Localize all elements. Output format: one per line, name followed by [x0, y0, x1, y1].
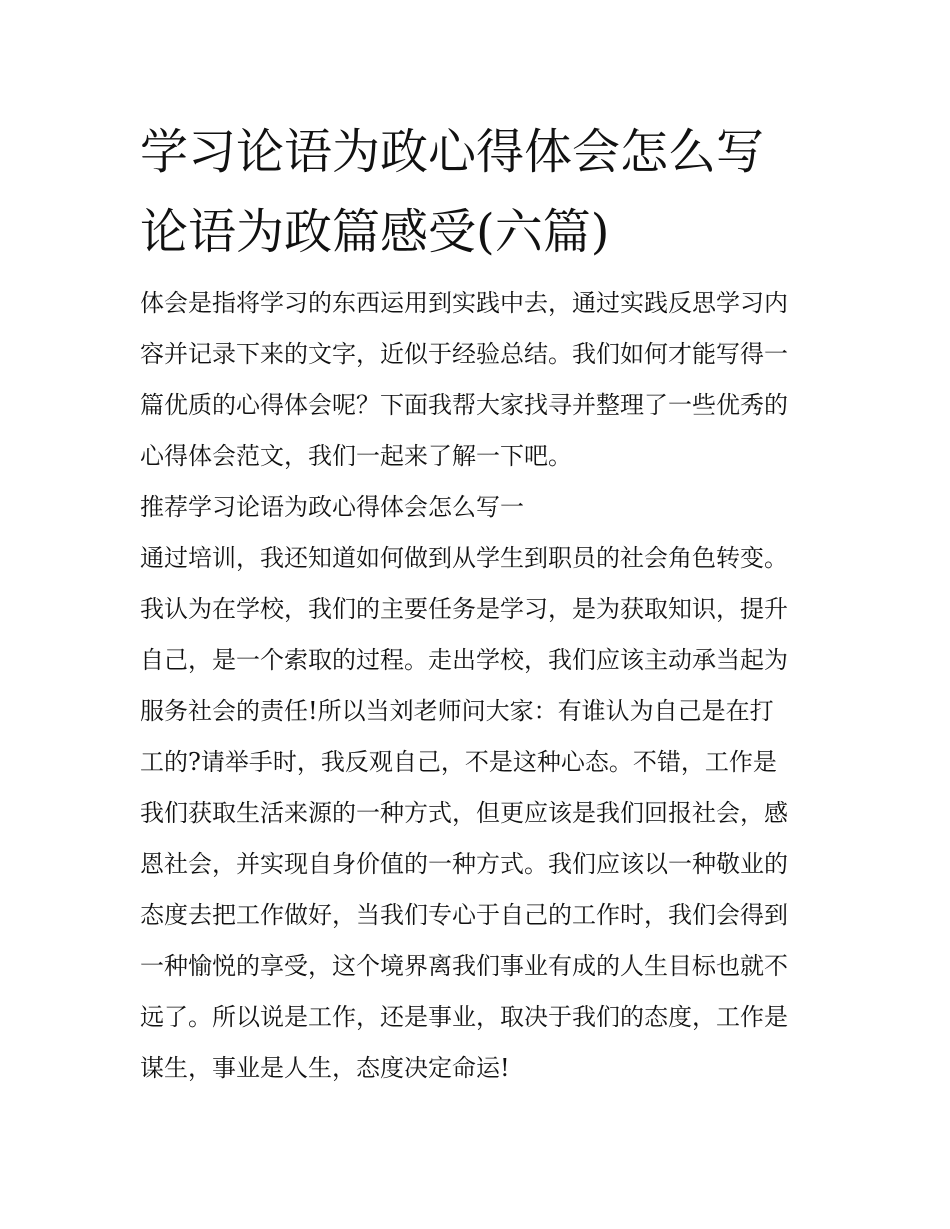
body-line: 一种愉悦的享受，这个境界离我们事业有成的人生目标也就不 [140, 952, 788, 980]
body-line: 恩社会，并实现自身价值的一种方式。我们应该以一种敬业的 [140, 850, 788, 878]
body-line: 我认为在学校，我们的主要任务是学习，是为获取知识，提升 [140, 595, 788, 623]
body-line: 远了。所以说是工作，还是事业，取决于我们的态度，工作是 [140, 1003, 788, 1031]
body-line: 容并记录下来的文字，近似于经验总结。我们如何才能写得一 [140, 340, 788, 368]
body-line: 自己，是一个索取的过程。走出学校，我们应该主动承当起为 [140, 646, 788, 674]
body-line: 篇优质的心得体会呢？下面我帮大家找寻并整理了一些优秀的 [140, 391, 788, 419]
body-line: 通过培训，我还知道如何做到从学生到职员的社会角色转变。 [140, 544, 788, 572]
body-line: 体会是指将学习的东西运用到实践中去，通过实践反思学习内 [140, 289, 788, 317]
section-heading: 推荐学习论语为政心得体会怎么写一 [140, 493, 524, 521]
title-line-2: 论语为政篇感受(六篇) [140, 204, 610, 260]
document-body [140, 278, 812, 1094]
body-line: 我们获取生活来源的一种方式，但更应该是我们回报社会，感 [140, 799, 788, 827]
body-line: 态度去把工作做好，当我们专心于自己的工作时，我们会得到 [140, 901, 788, 929]
body-line: 工的?请举手时，我反观自己，不是这种心态。不错，工作是 [140, 748, 777, 776]
body-line: 心得体会范文，我们一起来了解一下吧。 [140, 442, 572, 470]
document-title [140, 112, 820, 272]
title-line-1: 学习论语为政心得体会怎么写 [140, 124, 765, 180]
body-line: 谋生，事业是人生，态度决定命运! [140, 1054, 510, 1082]
body-line: 服务社会的责任!所以当刘老师问大家：有谁认为自己是在打 [140, 697, 774, 725]
